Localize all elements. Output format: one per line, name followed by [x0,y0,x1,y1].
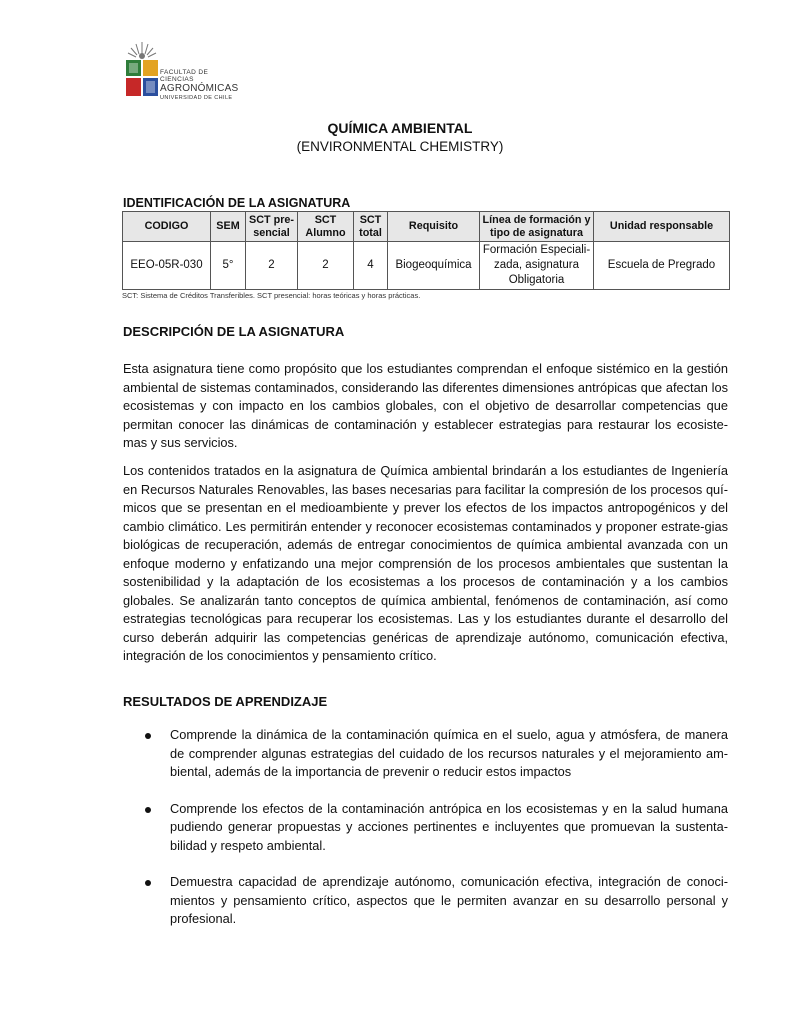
table-row [123,242,730,290]
course-subtitle: (ENVIRONMENTAL CHEMISTRY) [296,139,504,154]
header-linea-formacion: Línea de formación y tipo de asignatura [480,212,594,242]
list-item [123,873,728,929]
header-sem: SEM [211,212,246,242]
list-item [123,800,728,856]
cell-codigo: EEO-05R-030 [123,242,211,290]
table-header-row [123,212,730,242]
bullet-icon [145,733,151,739]
identification-table [122,211,730,290]
results-heading: RESULTADOS DE APRENDIZAJE [123,694,328,709]
logo-line-1: FACULTAD DE CIENCIAS [160,69,209,83]
result-text: Comprende los efectos de la contaminación antrópica en los ecosistemas y en la salud humana pudiendo generar propuestas y acciones pertinentes e incluyentes que promuevan la sustenta-bilidad y respeto ambiental. [170,800,728,853]
cell-sct-alumno: 2 [298,242,354,290]
bullet-icon [145,880,151,886]
logo-line-2: AGRONÓMICAS [160,83,239,94]
header-requisito: Requisito [388,212,480,242]
header-sct-presencial: SCT pre-sencial [246,212,298,242]
identification-heading: IDENTIFICACIÓN DE LA ASIGNATURA [123,196,351,210]
cell-sct-total: 4 [354,242,388,290]
cell-linea-formacion: Formación Especiali-zada, asignatura Obligatoria [480,242,594,290]
description-heading: DESCRIPCIÓN DE LA ASIGNATURA [123,324,345,339]
cell-sem: 5° [211,242,246,290]
result-text: Comprende la dinámica de la contaminación química en el suelo, agua y atmósfera, de manera de comprender algunas estrategias del cuidado de los recursos naturales y el mejoramiento am-biental, además de la importancia de prevenir o reducir estos impactos [170,727,728,779]
header-codigo: CODIGO [123,212,211,242]
list-item [123,726,728,782]
sct-footnote: SCT: Sistema de Créditos Transferibles. SCT presencial: horas teóricas y horas prácticas. [122,291,421,300]
logo-line-3: UNIVERSIDAD DE CHILE [160,95,233,101]
description-paragraph-2: Los contenidos tratados en la asignatura de Química ambiental brindarán a los estudiantes de Ingeniería en Recursos Naturales Renovables, las bases necesarias para facilitar la compresión de los procesos quí-micos que se presentan en el medioambiente y prever los efectos de los impactos antropogénicos y del cambio climático. Les permitirán entender y reconocer ecosistemas contaminados y proponer estrate-gias biológicas de recuperación, además de entregar conocimientos de química ambiental avanzada con un enfoque moderno y enfatizando una mejor comprensión de los procesos ambientales que sustentan la sostenibilidad y la adaptación de los ecosistemas a los procesos de contaminación y a los cambios globales. Se analizarán tanto conceptos de química ambiental, fenómenos de contaminación, así como estrategias tecnológicas para recuperar los ecosistemas. Las y los estudiantes durante el desarrollo del curso deberán adquirir las competencias genéricas de aprendizaje autónomo, comunicación efectiva, integración de los conocimientos y pensamiento crítico. [123,463,728,663]
cell-unidad: Escuela de Pregrado [594,242,730,290]
header-unidad: Unidad responsable [594,212,730,242]
university-logo [124,40,244,102]
university-crest-icon [124,40,160,102]
result-text: Demuestra capacidad de aprendizaje autónomo, comunicación efectiva, integración de conoci-mientos y pensamiento crítico, aspectos que le permiten avanzar en su desarrollo personal y profesional. [170,874,728,926]
cell-sct-presencial: 2 [246,242,298,290]
course-title: QUÍMICA AMBIENTAL [327,120,473,136]
description-paragraph-1: Esta asignatura tiene como propósito que los estudiantes comprendan el enfoque sistémico en la gestión ambiental de sistemas contaminados, considerando las diferentes dimensiones antrópicas que afectan los ecosistemas y con impacto en los cambios globales, con el objetivo de desarrollar competencias que permitan conocer las dinámicas de contaminación y establecer estrategias para restaurar los ecosiste-mas y sus servicios. [123,361,728,450]
header-sct-total: SCT total [354,212,388,242]
results-list [123,726,728,947]
header-sct-alumno: SCT Alumno [298,212,354,242]
cell-requisito: Biogeoquímica [388,242,480,290]
bullet-icon [145,807,151,813]
faculty-name [160,70,244,102]
